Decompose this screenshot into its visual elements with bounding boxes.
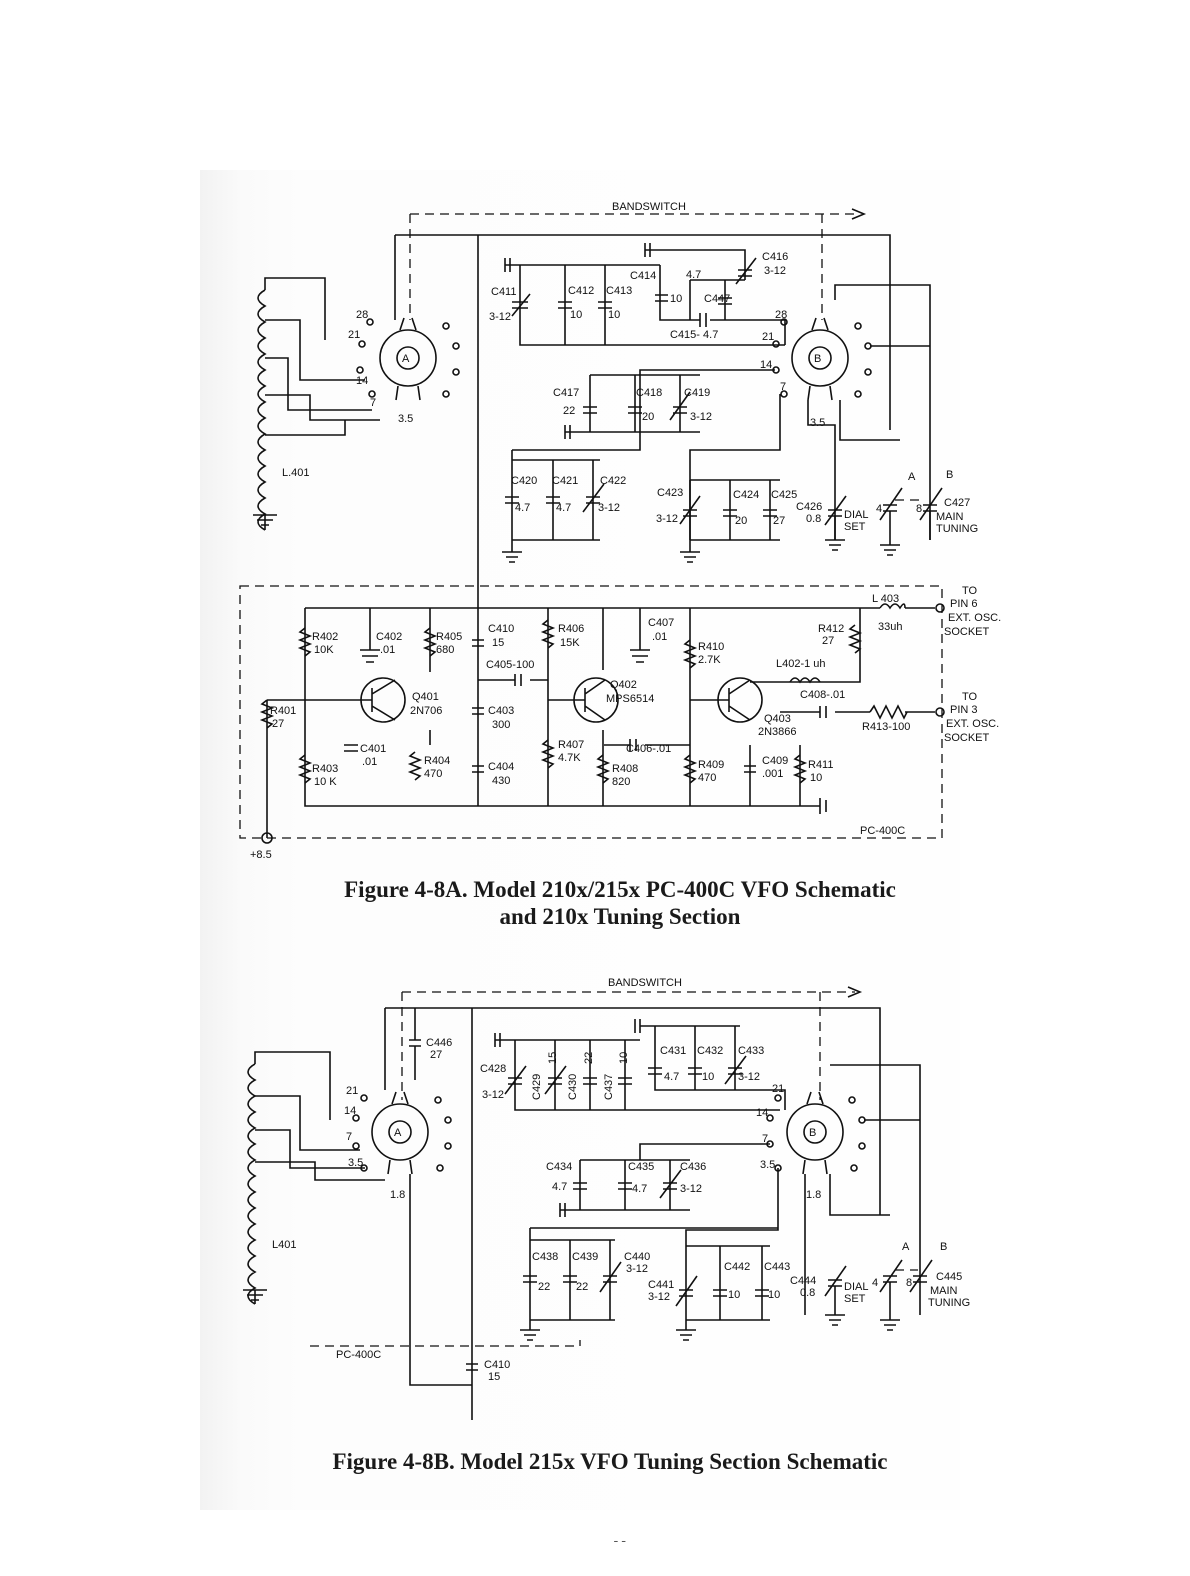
switch-b-band-35: 3.5 bbox=[810, 417, 826, 429]
c433-label: C433 bbox=[738, 1045, 765, 1057]
c434-label: C434 bbox=[546, 1161, 573, 1173]
dial-set-label-a1: DIAL bbox=[844, 509, 869, 521]
c426-label: C426 bbox=[796, 501, 823, 513]
l402-label: L402-1 uh bbox=[776, 658, 826, 670]
r407-value: 4.7K bbox=[558, 752, 581, 764]
figure-a-caption-line2: and 210x Tuning Section bbox=[499, 904, 741, 929]
c427-label: C427 bbox=[944, 497, 971, 509]
c414-value: 10 bbox=[670, 293, 683, 305]
q401-value: 2N706 bbox=[410, 705, 443, 717]
pc400c-label-b: PC-400C bbox=[336, 1349, 382, 1361]
c429-label: C429 bbox=[531, 1073, 543, 1100]
c429-value: 15 bbox=[547, 1051, 559, 1064]
r412-label: R412 bbox=[818, 623, 845, 635]
switch-b-label-b: B bbox=[809, 1127, 817, 1139]
c402-label: C402 bbox=[376, 631, 403, 643]
r406-label: R406 bbox=[558, 623, 585, 635]
c430-value: 22 bbox=[583, 1051, 595, 1064]
switch-a-band-35: 3.5 bbox=[398, 413, 414, 425]
c401-label: C401 bbox=[360, 743, 387, 755]
l401-label-b: L401 bbox=[272, 1239, 297, 1251]
c441-value: 3-12 bbox=[648, 1291, 671, 1303]
gang-b-value-b: 8 bbox=[906, 1277, 913, 1289]
l401-label-a: L.401 bbox=[282, 467, 310, 479]
socket-label-1: SOCKET bbox=[944, 626, 990, 638]
c428-value: 3-12 bbox=[482, 1089, 505, 1101]
gang-a-label-b: A bbox=[902, 1241, 910, 1253]
c411-label: C411 bbox=[491, 286, 517, 298]
c434-value: 4.7 bbox=[552, 1181, 568, 1193]
c407-label: C407 bbox=[648, 617, 675, 629]
r402-value: 10K bbox=[314, 644, 334, 656]
c410-value-b: 15 bbox=[488, 1371, 501, 1383]
pin6-label: PIN 6 bbox=[950, 598, 978, 610]
switch-b-band-21-b: 21 bbox=[772, 1083, 785, 1095]
r404-value: 470 bbox=[424, 768, 443, 780]
c413-label: C413 bbox=[606, 285, 633, 297]
r412-value: 27 bbox=[822, 635, 835, 647]
pc400c-label-a: PC-400C bbox=[860, 825, 906, 837]
c426-value: 0.8 bbox=[806, 513, 822, 525]
r411-label: R411 bbox=[808, 759, 834, 771]
gang-a-label-a: A bbox=[908, 471, 916, 483]
cap-group-c420-c422 bbox=[502, 420, 640, 562]
c425-value: 27 bbox=[773, 515, 786, 527]
bandswitch-label-a: BANDSWITCH bbox=[612, 201, 686, 213]
c433-value: 3-12 bbox=[738, 1071, 761, 1083]
l403-label: L 403 bbox=[872, 593, 900, 605]
c410-label-b: C410 bbox=[484, 1359, 511, 1371]
c405-label: C405-100 bbox=[486, 659, 535, 671]
c440-label: C440 bbox=[624, 1251, 651, 1263]
c422-label: C422 bbox=[600, 475, 627, 487]
c438-value: 22 bbox=[538, 1281, 551, 1293]
gang-b-label-b: B bbox=[940, 1241, 948, 1253]
switch-a-band-14: 14 bbox=[356, 375, 369, 387]
dial-set-label-a2: SET bbox=[844, 521, 866, 533]
c416-label: C416 bbox=[762, 251, 789, 263]
to-label-1: TO bbox=[962, 585, 978, 597]
c421-value: 4.7 bbox=[556, 502, 572, 514]
dial-set-label-b1: DIAL bbox=[844, 1281, 869, 1293]
c420-value: 4.7 bbox=[515, 502, 531, 514]
main-tuning-b2: TUNING bbox=[928, 1297, 971, 1309]
r405-label: R405 bbox=[436, 631, 463, 643]
c422-value: 3-12 bbox=[598, 502, 621, 514]
r403-value: 10 K bbox=[314, 776, 337, 788]
r405-value: 680 bbox=[436, 644, 455, 656]
gang-a-value-b: 4 bbox=[872, 1277, 879, 1289]
c437-value: 10 bbox=[618, 1051, 630, 1064]
bandswitch-label-b: BANDSWITCH bbox=[608, 977, 682, 989]
c404-label: C404 bbox=[488, 761, 515, 773]
c431-label: C431 bbox=[660, 1045, 687, 1057]
c435-value: 4.7 bbox=[632, 1183, 648, 1195]
switch-b-band-21: 21 bbox=[762, 331, 775, 343]
switch-a-label: A bbox=[402, 353, 410, 365]
switch-a-band-7: 7 bbox=[370, 397, 377, 409]
c431-value: 4.7 bbox=[664, 1071, 680, 1083]
r403-label: R403 bbox=[312, 763, 339, 775]
c424-value: 20 bbox=[735, 515, 748, 527]
c432-label: C432 bbox=[697, 1045, 724, 1057]
l403-value: 33uh bbox=[878, 621, 903, 633]
switch-b-band-14: 14 bbox=[760, 359, 773, 371]
r408-label: R408 bbox=[612, 763, 639, 775]
c440-value: 3-12 bbox=[626, 1263, 649, 1275]
c409-label: C409 bbox=[762, 755, 789, 767]
c444-value: 0.8 bbox=[800, 1287, 816, 1299]
switch-a-band-14-b: 14 bbox=[344, 1105, 357, 1117]
c403-label: C403 bbox=[488, 705, 515, 717]
supply-label: +8.5 bbox=[250, 849, 272, 861]
main-tuning-b1: MAIN bbox=[930, 1285, 958, 1297]
switch-b-label: B bbox=[814, 353, 822, 365]
c410-label-a: C410 bbox=[488, 623, 515, 635]
c418-value: 20 bbox=[642, 411, 655, 423]
c415-label: C415- 4.7 bbox=[670, 329, 719, 341]
main-tuning-a2: TUNING bbox=[936, 523, 979, 535]
c447-label: C447 bbox=[704, 293, 731, 305]
switch-a-band-21: 21 bbox=[348, 329, 361, 341]
c401-value: .01 bbox=[362, 756, 378, 768]
c438-label: C438 bbox=[532, 1251, 559, 1263]
r410-value: 2.7K bbox=[698, 654, 721, 666]
c416-value: 3-12 bbox=[764, 265, 787, 277]
page-number-mark: -- bbox=[612, 1534, 628, 1549]
c417-value: 22 bbox=[563, 405, 576, 417]
c407-value: .01 bbox=[652, 631, 668, 643]
switch-b-band-28: 28 bbox=[775, 309, 788, 321]
r408-value: 820 bbox=[612, 776, 631, 788]
gang-a-value-a: 4 bbox=[876, 503, 883, 515]
q401-label: Q401 bbox=[412, 691, 439, 703]
c446-label: C446 bbox=[426, 1037, 453, 1049]
c410-value-a: 15 bbox=[492, 637, 505, 649]
switch-a-band-18-b: 1.8 bbox=[390, 1189, 406, 1201]
c447-value: 4.7 bbox=[686, 269, 702, 281]
figure-a-caption-line1: Figure 4-8A. Model 210x/215x PC-400C VFO Schematic bbox=[344, 877, 896, 902]
main-tuning-a1: MAIN bbox=[936, 511, 964, 523]
switch-b-band-35-b: 3.5 bbox=[760, 1159, 776, 1171]
to-label-2: TO bbox=[962, 691, 978, 703]
c425-label: C425 bbox=[771, 489, 798, 501]
r409-value: 470 bbox=[698, 772, 717, 784]
c413-value: 10 bbox=[608, 309, 621, 321]
switch-a-label-b: A bbox=[394, 1127, 402, 1139]
c428-label: C428 bbox=[480, 1063, 507, 1075]
switch-a-band-21-b: 21 bbox=[346, 1085, 359, 1097]
c441-label: C441 bbox=[648, 1279, 675, 1291]
r409-label: R409 bbox=[698, 759, 725, 771]
c412-label: C412 bbox=[568, 285, 595, 297]
c424-label: C424 bbox=[733, 489, 760, 501]
cap-c427-main-tuning bbox=[880, 488, 942, 555]
r402-label: R402 bbox=[312, 631, 339, 643]
r410-label: R410 bbox=[698, 641, 725, 653]
c409-value: .001 bbox=[762, 768, 784, 780]
c443-label: C443 bbox=[764, 1261, 791, 1273]
c419-label: C419 bbox=[684, 387, 711, 399]
r401-value: 27 bbox=[272, 718, 285, 730]
c417-label: C417 bbox=[553, 387, 580, 399]
c420-label: C420 bbox=[511, 475, 538, 487]
c439-label: C439 bbox=[572, 1251, 599, 1263]
dial-set-label-b2: SET bbox=[844, 1293, 866, 1305]
c423-label: C423 bbox=[657, 487, 684, 499]
c408-label: C408-.01 bbox=[800, 689, 846, 701]
c437-label: C437 bbox=[603, 1073, 615, 1100]
switch-a-band-28: 28 bbox=[356, 309, 369, 321]
switch-a-band-7-b: 7 bbox=[346, 1131, 353, 1143]
c444-label: C444 bbox=[790, 1275, 817, 1287]
r401-label: R401 bbox=[270, 705, 297, 717]
switch-b-band-7: 7 bbox=[780, 381, 787, 393]
c436-label: C436 bbox=[680, 1161, 707, 1173]
switch-b-band-14-b: 14 bbox=[756, 1107, 769, 1119]
c406-label: C406-.01 bbox=[626, 743, 672, 755]
c432-value: 10 bbox=[702, 1071, 715, 1083]
c442-label: C442 bbox=[724, 1261, 751, 1273]
switch-a-band-35-b: 3.5 bbox=[348, 1157, 364, 1169]
figure-b-caption: Figure 4-8B. Model 215x VFO Tuning Section Schematic bbox=[332, 1449, 888, 1474]
c412-value: 10 bbox=[570, 309, 583, 321]
switch-b-band-7-b: 7 bbox=[762, 1133, 769, 1145]
c430-label: C430 bbox=[567, 1073, 579, 1100]
c404-value: 430 bbox=[492, 775, 511, 787]
c443-value: 10 bbox=[768, 1289, 781, 1301]
c436-value: 3-12 bbox=[680, 1183, 703, 1195]
r413-label: R413-100 bbox=[862, 721, 911, 733]
r404-label: R404 bbox=[424, 755, 451, 767]
c442-value: 10 bbox=[728, 1289, 741, 1301]
c421-label: C421 bbox=[552, 475, 579, 487]
q402-value: MPS6514 bbox=[606, 693, 655, 705]
r411-value: 10 bbox=[810, 772, 823, 784]
gang-b-value-a: 8 bbox=[916, 503, 923, 515]
q402-label: Q402 bbox=[610, 679, 637, 691]
c418-label: C418 bbox=[636, 387, 663, 399]
q403-label: Q403 bbox=[764, 713, 791, 725]
c402-value: .01 bbox=[380, 644, 396, 656]
gang-b-label-a: B bbox=[946, 469, 954, 481]
c446-value: 27 bbox=[430, 1049, 443, 1061]
pin3-label: PIN 3 bbox=[950, 704, 978, 716]
c435-label: C435 bbox=[628, 1161, 655, 1173]
c414-label: C414 bbox=[630, 270, 657, 282]
ext-osc-label-2: EXT. OSC. bbox=[946, 718, 1000, 730]
cap-group-c417-c419 bbox=[565, 375, 700, 439]
c403-value: 300 bbox=[492, 719, 511, 731]
c445-label: C445 bbox=[936, 1271, 963, 1283]
ext-osc-label-1: EXT. OSC. bbox=[948, 612, 1002, 624]
cap-group-c423-c425 bbox=[680, 480, 780, 562]
c411-value: 3-12 bbox=[489, 311, 512, 323]
r406-value: 15K bbox=[560, 637, 580, 649]
figure-a-caption bbox=[200, 876, 1040, 930]
c419-value: 3-12 bbox=[690, 411, 713, 423]
socket-label-2: SOCKET bbox=[944, 732, 990, 744]
switch-b-band-18-b: 1.8 bbox=[806, 1189, 822, 1201]
c423-value: 3-12 bbox=[656, 513, 679, 525]
c439-value: 22 bbox=[576, 1281, 589, 1293]
q403-value: 2N3866 bbox=[758, 726, 797, 738]
r407-label: R407 bbox=[558, 739, 585, 751]
